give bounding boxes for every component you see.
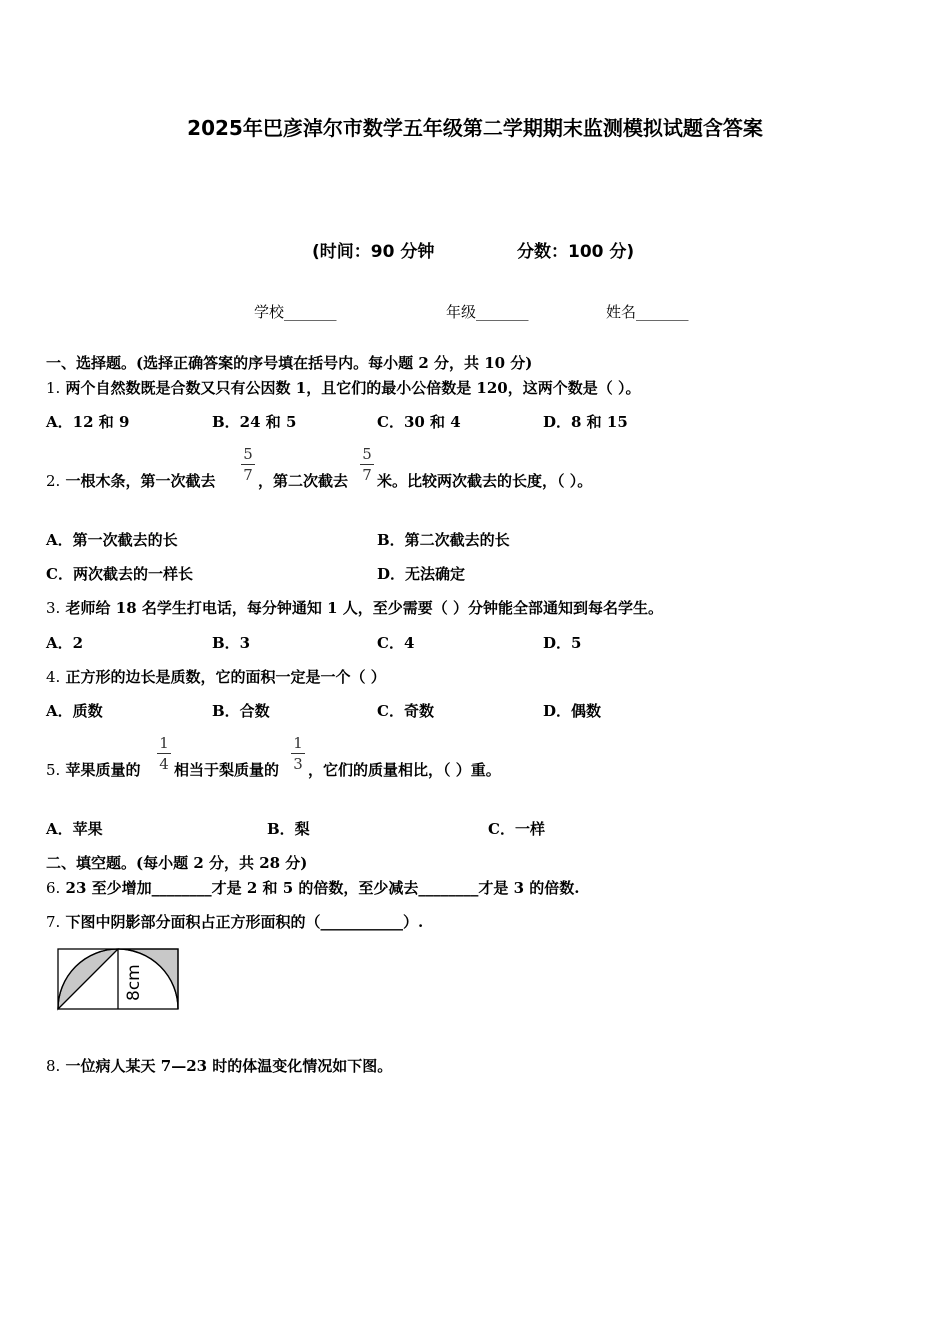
exam-time: (时间：90 分钟 (312, 242, 435, 262)
q3-option-d: D．5 (543, 634, 582, 652)
question-text-part1: 苹果质量的 (65, 761, 141, 779)
school-field: 学校_______ (254, 303, 337, 321)
question-6 (46, 877, 580, 898)
question-number: 6. (46, 879, 61, 897)
left-shaded-segment (58, 949, 118, 1009)
question-number: 4. (46, 668, 61, 686)
question-text: 正方形的边长是质数，它的面积一定是一个（ ） (65, 668, 386, 686)
question-8 (46, 1055, 392, 1076)
grade-field: 年级_______ (446, 303, 529, 321)
question-number: 7. (46, 913, 61, 931)
q3-option-b: B．3 (212, 634, 251, 652)
name-field: 姓名_______ (606, 303, 689, 321)
q2-option-a: A．第一次截去的长 (46, 531, 178, 549)
question-2-part3: 米。比较两次截去的长度，（ ）。 (377, 472, 593, 490)
question-text: 下图中阴影部分面积占正方形面积的（___________）. (65, 913, 424, 931)
question-4 (46, 666, 386, 687)
question-5-part2: 相当于梨质量的 (174, 761, 280, 779)
question-number: 5. (46, 761, 61, 779)
fraction-5-7: 5 7 (241, 445, 255, 484)
question-3 (46, 597, 663, 618)
q4-option-c: C．奇数 (377, 702, 434, 720)
question-5 (46, 759, 141, 780)
question-number: 1. (46, 379, 61, 397)
question-number: 2. (46, 472, 61, 490)
q4-option-a: A．质数 (46, 702, 103, 720)
question-number: 3. (46, 599, 61, 617)
q1-option-b: B．24 和 5 (212, 413, 297, 431)
question-text: 两个自然数既是合数又只有公因数 1，且它们的最小公倍数是 120，这两个数是（ ）。 (65, 379, 641, 397)
fraction-5-7: 5 7 (360, 445, 374, 484)
question-5-part3: ，它们的质量相比，（ ）重。 (308, 761, 501, 779)
question-1 (46, 377, 640, 398)
fraction-1-3: 1 3 (291, 734, 305, 773)
question-7 (46, 911, 423, 932)
q5-option-a: A．苹果 (46, 820, 103, 838)
q3-option-a: A．2 (46, 634, 84, 652)
q2-option-c: C．两次截去的一样长 (46, 565, 193, 583)
q1-option-a: A．12 和 9 (46, 413, 130, 431)
question-text-part1: 一根木条，第一次截去 (65, 472, 216, 490)
q5-option-b: B．梨 (267, 820, 310, 838)
q2-option-d: D．无法确定 (377, 565, 466, 583)
question-2-part2: ，第二次截去 (258, 472, 349, 490)
q4-option-b: B．合数 (212, 702, 270, 720)
question-number: 8. (46, 1057, 61, 1075)
section1-heading: 一、选择题。(选择正确答案的序号填在括号内。每小题 2 分，共 10 分) (46, 354, 533, 372)
q3-option-c: C．4 (377, 634, 415, 652)
figure-label: 8cm (124, 964, 144, 1001)
exam-score: 分数：100 分) (517, 242, 635, 262)
q1-option-d: D．8 和 15 (543, 413, 628, 431)
question-text: 一位病人某天 7—23 时的体温变化情况如下图。 (65, 1057, 393, 1075)
question-text: 23 至少增加________才是 2 和 5 的倍数，至少减去________才是 3 的倍数. (65, 879, 580, 897)
shaded-area-figure (55, 946, 183, 1014)
section2-heading: 二、填空题。(每小题 2 分，共 28 分) (46, 854, 308, 872)
fraction-1-4: 1 4 (157, 734, 171, 773)
q2-option-b: B．第二次截去的长 (377, 531, 510, 549)
question-2 (46, 470, 216, 491)
page-title: 2025年巴彦淖尔市数学五年级第二学期期末监测模拟试题含答案 (187, 116, 763, 140)
q4-option-d: D．偶数 (543, 702, 602, 720)
q1-option-c: C．30 和 4 (377, 413, 461, 431)
q5-option-c: C．一样 (488, 820, 545, 838)
question-text: 老师给 18 名学生打电话，每分钟通知 1 人，至少需要（ ）分钟能全部通知到每名学生。 (65, 599, 663, 617)
